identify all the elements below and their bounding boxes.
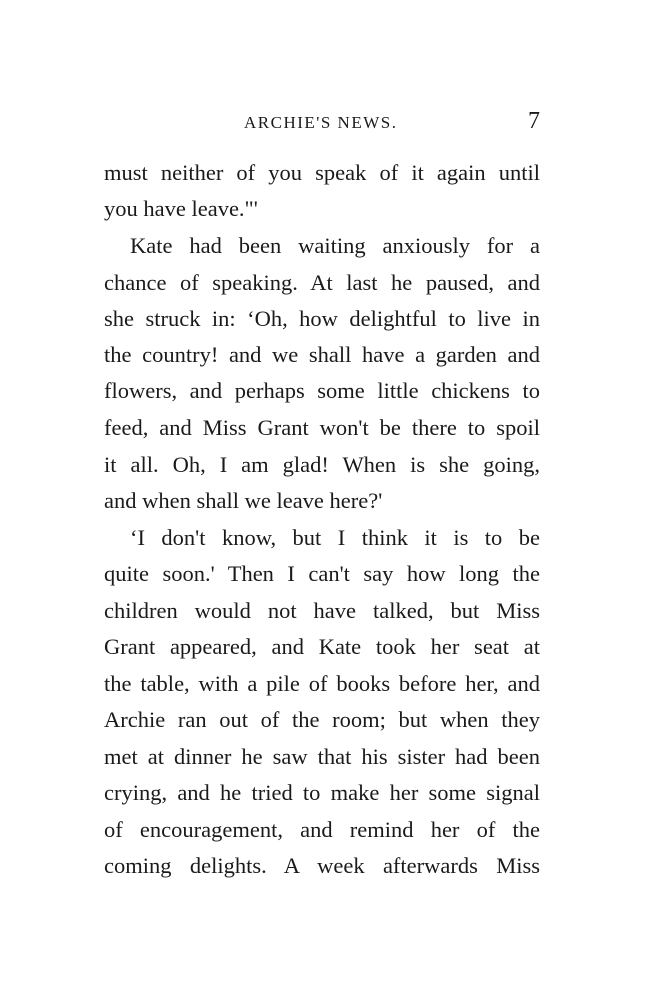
text-line: children would not have talked, but Miss <box>104 598 540 623</box>
text-line: it all. Oh, I am glad! When is she going, <box>104 452 540 477</box>
text-line: must neither of you speak of it again until <box>104 160 540 185</box>
text-line: Kate had been waiting anxiously for a <box>130 233 540 258</box>
text-line: of encouragement, and remind her of the <box>104 817 540 842</box>
running-head: ARCHIE'S NEWS. <box>244 113 398 132</box>
text-line: coming delights. A week afterwards Miss <box>104 853 540 878</box>
page-number: 7 <box>528 108 540 134</box>
text-line: the table, with a pile of books before her, and <box>104 671 540 696</box>
text-line: ‘I don't know, but I think it is to be <box>130 525 540 550</box>
text-line: feed, and Miss Grant won't be there to spoil <box>104 415 540 440</box>
text-line: Archie ran out of the room; but when they <box>104 707 540 732</box>
text-line: chance of speaking. At last he paused, and <box>104 270 540 295</box>
text-line: flowers, and perhaps some little chickens to <box>104 378 540 403</box>
text-line: quite soon.' Then I can't say how long the <box>104 561 540 586</box>
text-line: met at dinner he saw that his sister had been <box>104 744 540 769</box>
text-line: the country! and we shall have a garden and <box>104 342 540 367</box>
text-line: Grant appeared, and Kate took her seat at <box>104 634 540 659</box>
text-line: you have leave."' <box>104 196 258 221</box>
text-line: crying, and he tried to make her some signal <box>104 780 540 805</box>
text-line: and when shall we leave here?' <box>104 488 383 513</box>
text-line: she struck in: ‘Oh, how delightful to live in <box>104 306 540 331</box>
